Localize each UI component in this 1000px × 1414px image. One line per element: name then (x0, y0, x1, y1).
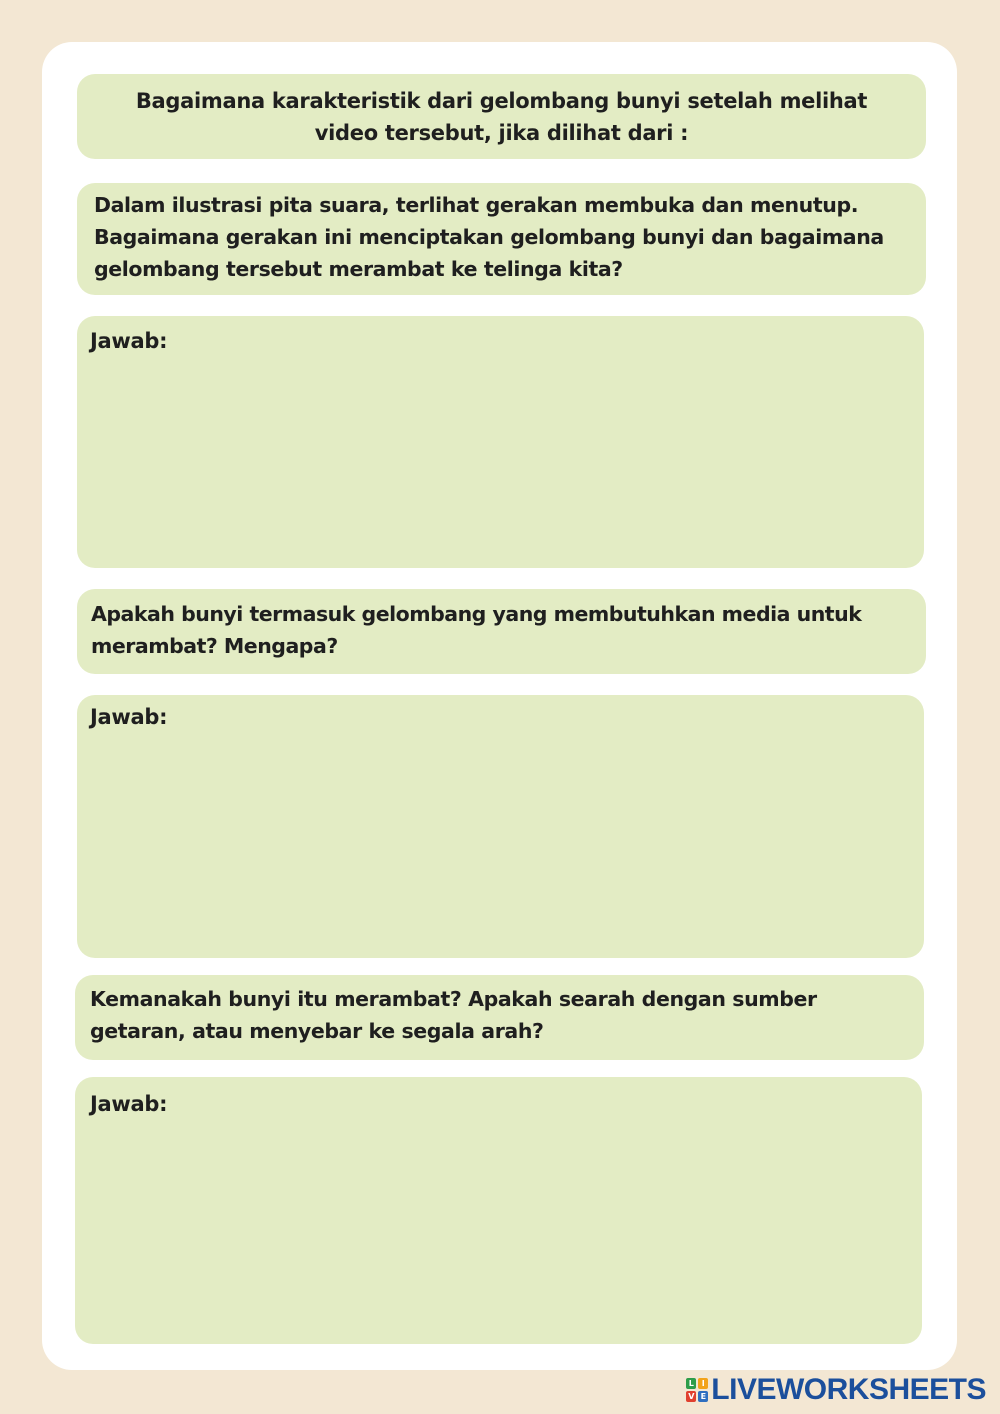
title-text: Bagaimana karakteristik dari gelombang bunyi setelah melihat video tersebut, jika dilihat dari : (135, 89, 868, 145)
logo-letter-i: I (698, 1378, 708, 1389)
question-2-box (77, 589, 926, 674)
liveworksheets-logo[interactable] (686, 1372, 986, 1408)
logo-letter-l: L (686, 1378, 696, 1389)
logo-letter-v: V (688, 1392, 695, 1401)
question-3-text: Kemanakah bunyi itu merambat? Apakah searah dengan sumber getaran, atau menyebar ke segala arah? (90, 987, 817, 1043)
answer-3-field[interactable] (75, 1077, 922, 1344)
question-1-text: Dalam ilustrasi pita suara, terlihat gerakan membuka dan menutup. Bagaimana gerakan ini menciptakan gelombang bunyi dan bagaimana gelombang tersebut merambat ke telinga kita? (94, 193, 884, 281)
logo-letter-e: E (698, 1391, 708, 1402)
answer-2-field[interactable] (77, 695, 924, 958)
answer-1-field[interactable] (77, 316, 924, 568)
question-1-box (77, 183, 926, 295)
worksheet-title (77, 74, 926, 159)
question-3-box (75, 975, 924, 1060)
answer-2-label: Jawab: (90, 705, 168, 729)
question-2-text: Apakah bunyi termasuk gelombang yang membutuhkan media untuk merambat? Mengapa? (91, 602, 862, 658)
liveworksheets-icon (686, 1378, 708, 1402)
answer-1-label: Jawab: (90, 329, 168, 353)
answer-3-label: Jawab: (90, 1092, 168, 1116)
liveworksheets-wordmark: LIVEWORKSHEETS (711, 1373, 986, 1406)
